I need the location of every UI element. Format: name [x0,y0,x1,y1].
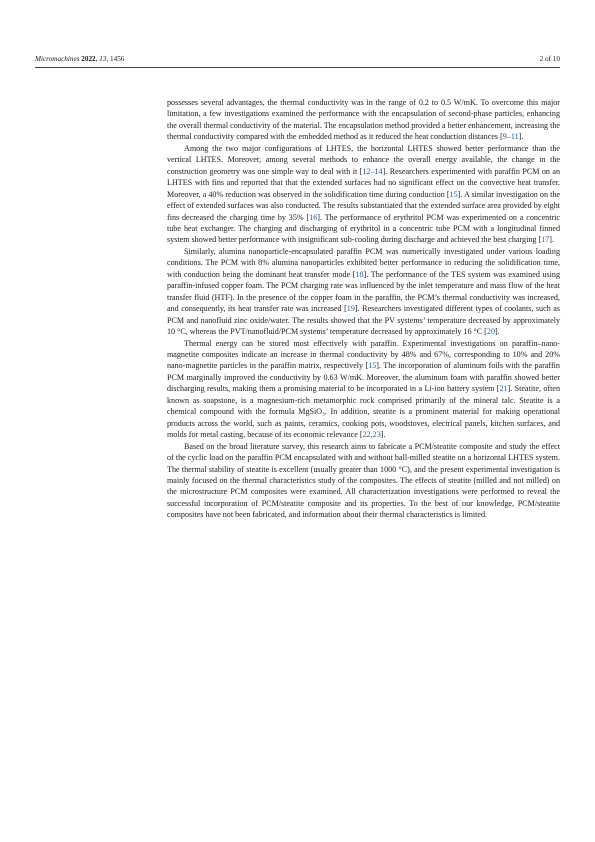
paragraph-text: possesses several advantages, the thermal conductivity was in the range of 0.2 to 0.5 W/mK. To overcome this major limitation, a few investigations examined the performance with the encapsulation of second-phase particles, enhancing the overall thermal conductivity of the material. The encapsulation method provided a better enhancement, increasing the thermal conductivity compared with the embedded method as it reduced the heat conduction distances [ [167,98,560,142]
paragraph-text: Thermal energy can be stored most effectively with paraffin. Experimental investigations on paraffin–nano-magnetite composites indicate an increase in thermal conductivity by 48% and 67%, corresponding to 10% and 20% nano-magnetite particles in the paraffin matrix, respectively [ [167,338,560,371]
citation-link[interactable]: 20 [486,327,495,337]
citation-link[interactable]: 21 [499,384,508,394]
journal-citation: Micromachines 2022, 13, 1456 [35,55,125,63]
paragraph-text: ]. [494,327,500,337]
journal-volume: 13 [99,55,107,63]
citation-link[interactable]: 22,23 [362,430,381,440]
journal-name: Micromachines [35,55,80,63]
body-text [167,97,560,521]
paragraph-text: ]. Researchers experimented with paraffin PCM on an LHTES with fins and reported that that the extended surfaces had no significant effect on the convective heat transfer. Moreover, a 40% reduction was observed in the solidification time during conduction [ [167,166,560,199]
paragraph-text: ]. [380,430,386,440]
paragraph-text: ]. Researchers investigated different types of coolants, such as PCM and nanofluid zinc oxide/water. The results showed that the PV systems’ temperature decreased by approximately 10 °C, whereas the PVT/nanofluid/PCM systems’ temperature decreased by approximately 16 °C [ [167,304,560,337]
paragraph-text: ]. [518,132,524,142]
citation-link[interactable]: 19 [346,304,355,314]
paragraph [167,246,560,338]
citation-link[interactable]: 12–14 [362,166,383,176]
paragraph [167,441,560,521]
header-rule [35,67,560,68]
paragraph [167,143,560,246]
citation-link[interactable]: 9–11 [502,132,519,142]
paragraph-text: ]. The performance of the TES system was examined using paraffin-infused copper foam. The PCM charging rate was influenced by the inlet temperature and mass flow of the heat transfer fluid (HTF). In the presence of the copper foam in the paraffin, the PCM’s thermal conductivity was increased, and consequently, its heat transfer rate was increased [ [167,269,561,314]
paragraph-text: ]. The incorporation of aluminum foils with the paraffin PCM marginally improved the conductivity by 0.63 W/mK. Moreover, the aluminum foam with paraffin showed better discharging results, making them a promising material to be incorporated in a Li-ion battery system [ [167,361,560,394]
paragraph-text: Similarly, alumina nanoparticle-encapsulated paraffin PCM was numerically investigated under various loading conditions. The PCM with 8% alumina nanoparticles exhibited better performance in reducing the solidification time, with conduction being the dominant heat transfer mode [ [167,246,560,279]
paragraph [167,338,560,441]
paragraph-text: ]. [549,235,554,245]
paragraph-text: ]. The performance of erythritol PCM was experimented on a concentric tube heat exchanger. The charging and discharging of erythritol in a concentric tube PCM with a longitudinal finned system showed better performance with insignificant sub-cooling during discharge and achieved the best charging [ [167,212,560,245]
paragraph-text: Based on the broad literature survey, this research aims to fabricate a PCM/steatite composite and study the effect of the cyclic load on the paraffin PCM encapsulated with and without ball-milled steatite on a horizontal LHTES system. The thermal stability of steatite is excellent (usually greater than 1000 °C), and the present experimental investigation is mainly focused on the thermal characteristics study of the composites. The effects of steatite (milled and not milled) on the microstructure PCM composites were examined. All characterization investigations were performed to reveal the successful incorporation of PCM/steatite composite and its properties. To the best of our knowledge, PCM/steatite composites have not been fabricated, and information about their thermal characteristics is limited. [167,441,560,520]
paragraph-text: Among the two major configurations of LHTES, the horizontal LHTES showed better performance than the vertical LHTES. Moreover, among several methods to enhance the overall energy available, the change in the construction geometry was one simple way to deal with it [ [167,143,560,176]
citation-link[interactable]: 15 [449,189,458,199]
paragraph-text: ]. Steatite, often known as soapstone, is a magnesium-rich metamorphic rock comprised primarily of the mineral talc. Steatite is a chemical compound with the formula MgSiO₃. In addition, steatite is a prominent material for making operational products across the world, such as paints, ceramics, cooking pots, woodstoves, electrical panels, kitchen surfaces, and molds for metal casting, because of its economic relevance [ [167,384,560,440]
paragraph [167,97,560,143]
journal-year: 2022 [81,55,96,63]
citation-link[interactable]: 16 [309,212,318,222]
paragraph-text: ]. A similar investigation on the effect of extended surfaces was also conducted. The results substantiated that the extended surface area provided by eight fins decreased the charging time by 35% [ [167,189,561,222]
article-number: 1456 [110,55,125,63]
citation-link[interactable]: 15 [368,361,377,371]
page-number: 2 of 10 [539,55,560,63]
citation-link[interactable]: 18 [355,269,364,279]
citation-link[interactable]: 17 [541,235,550,245]
